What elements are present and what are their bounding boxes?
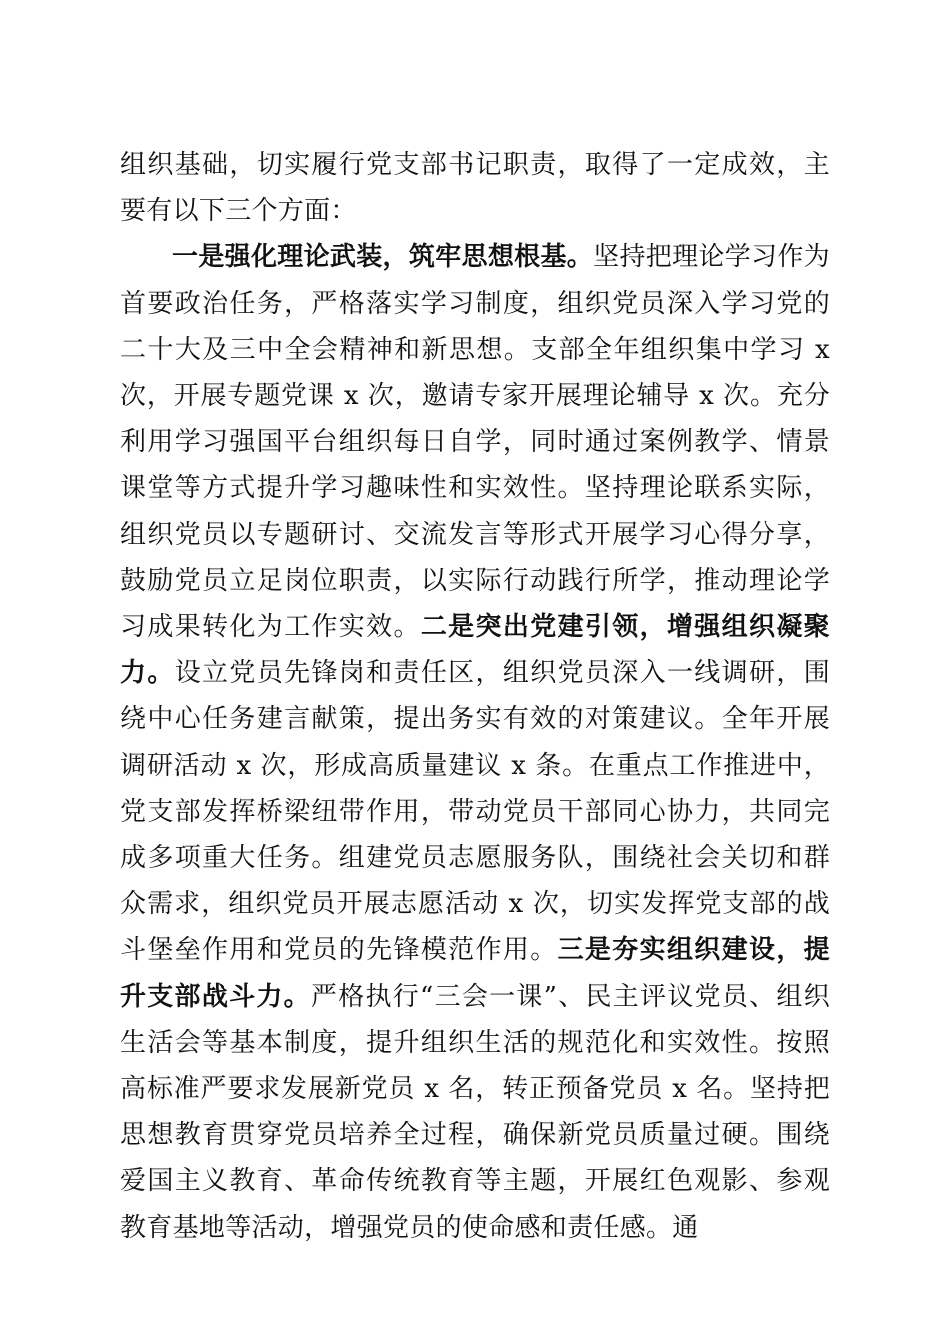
heading-organization-building: 三是夯实组织建设，提升支部战斗力。 — [120, 935, 830, 1012]
paragraph-intro: 组织基础，切实履行党支部书记职责，取得了一定成效，主要有以下三个方面： — [120, 150, 830, 227]
heading-theory-study: 一是强化理论武装，筑牢思想根基。 — [172, 242, 594, 273]
body-theory-study: 坚持把理论学习作为首要政治任务，严格落实学习制度，组织党员深入学习党的二十大及三中全会精神和新思想。支部全年组织集中学习 x 次，开展专题党课 x 次，邀请专家开展理论辅导 x 次。充分利用学习强国平台组织每日自学，同时通过案例教学、情景课堂等方式提升学习趣味性和实效性。坚持理论联系实际，组织党员以专题研讨、交流发言等形式开展学习心得分享，鼓励党员立足岗位职责，以实际行动践行所学，推动理论学习成果转化为工作实效。 — [120, 242, 830, 643]
body-organization-building: 严格执行“三会一课”、民主评议党员、组织生活会等基本制度，提升组织生活的规范化和实效性。按照高标准严要求发展新党员 x 名，转正预备党员 x 名。坚持把思想教育贯穿党员培养全过程，确保新党员质量过硬。围绕爱国主义教育、革命传统教育等主题，开展红色观影、参观教育基地等活动，增强党员的使命感和责任感。通 — [120, 981, 830, 1243]
document-body — [120, 142, 830, 1251]
paragraph-achievements — [120, 234, 830, 1250]
heading-party-leadership: 二是突出党建引领，增强组织凝聚力。 — [120, 612, 830, 689]
body-party-leadership: 设立党员先锋岗和责任区，组织党员深入一线调研，围绕中心任务建言献策，提出务实有效的对策建议。全年开展调研活动 x 次，形成高质量建议 x 条。在重点工作推进中，党支部发挥桥梁纽带作用，带动党员干部同心协力，共同完成多项重大任务。组建党员志愿服务队，围绕社会关切和群众需求，组织党员开展志愿活动 x 次，切实发挥党支部的战斗堡垒作用和党员的先锋模范作用。 — [120, 658, 830, 966]
